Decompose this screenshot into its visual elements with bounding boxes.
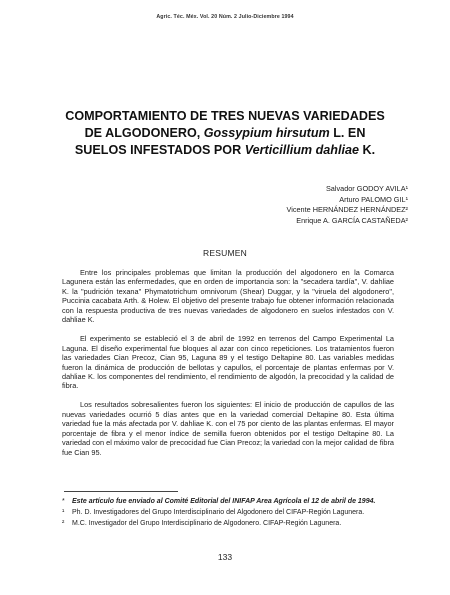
footnote-divider <box>64 491 178 492</box>
abstract-heading: RESUMEN <box>203 248 247 258</box>
footnote-text: Este artículo fue enviado al Comité Editorial del INIFAP Area Agrícola el 12 de abril de 1994. <box>72 498 376 505</box>
author: Vicente HERNÁNDEZ HERNÁNDEZ² <box>286 205 408 214</box>
article-title <box>58 108 392 159</box>
abstract-body <box>62 268 394 467</box>
footnote-mark: * <box>62 498 65 505</box>
author: Salvador GODOY AVILA¹ <box>325 184 408 193</box>
footnotes <box>62 496 398 530</box>
title-text-part3: K. <box>359 143 376 157</box>
footnote-affiliation-2 <box>62 518 398 529</box>
title-text-part1: COMPORTAMIENTO DE TRES NUEVAS VARIEDADES DE ALGODONERO, <box>65 109 385 140</box>
title-text-part2: L. EN SUELOS INFESTADOS POR <box>74 126 366 157</box>
author: Enrique A. GARCÍA CASTAÑEDA² <box>296 215 408 225</box>
abstract-paragraph: El experimento se estableció el 3 de abril de 1992 en terrenos del Campo Experimental La Laguna. El diseño experimental fue bloques al azar con cinco repeticiones. Los tratamientos fueron las variedades Cian Precoz, Cian 95, Laguna 89 y el testigo Deltapine 80. Las variables medidas fueron la dinámica de producción de bellotas y capullos, el porcentaje de plantas enfermas por V. dahliae K. los componentes del rendimiento, el rendimiento de algodón, la precocidad y la calidad de fibra. <box>62 334 394 391</box>
abstract-paragraph: Entre los principales problemas que limitan la producción del algodonero en la Comarca Lagunera están las enfermedades, que en orden de importancia son: la "secadera tardía", V. dahliae K. la "pudrición texana" Phymatotrichum omnivorum (Shear) Duggar, y la "viruela del algodonero", Puccinia cacabata Arth. & Holew. El objetivo del presente trabajo fue obtener información relacionada con la respuesta productiva de tres nuevas variedades de algodonero en suelos infestados con V. dahliae K. <box>62 268 394 325</box>
author: Arturo PALOMO GIL¹ <box>339 194 408 204</box>
footnote-mark: ¹ <box>62 509 65 517</box>
footnote-text: Ph. D. Investigadores del Grupo Interdisciplinario del Algodonero del CIFAP-Región Lagunera. <box>72 509 365 517</box>
abstract-paragraph: Los resultados sobresalientes fueron los siguientes: El inicio de producción de capullos de las nuevas variedades ocurrió 5 días antes que en la variedad comercial Deltapine 80. Esta última variedad fue la más afectada por V. dahliae K. con el 75 por ciento de las plantas enfermas. El mayor porcentaje de fibra y el menor índice de semilla fueron obtenidos por el testigo Deltapine 80. La variedad con el máximo valor de precocidad fue Cian Precoz; la variedad con la mejor calidad de fibra fue Cian 95. <box>62 400 394 457</box>
title-pathogen-name: Verticillium dahliae <box>244 143 360 157</box>
title-species-name: Gossypium hirsutum <box>203 126 330 140</box>
journal-header: Agric. Téc. Méx. Vol. 20 Núm. 2 Julio-Diciembre 1994 <box>156 14 294 20</box>
footnote-submission <box>62 496 398 507</box>
footnote-mark: ² <box>62 520 65 528</box>
footnote-affiliation-1 <box>62 507 398 518</box>
author-list <box>168 184 408 226</box>
footnote-text: M.C. Investigador del Grupo Interdisciplinario de Algodonero. CIFAP-Región Lagunera. <box>72 520 342 528</box>
page-number: 133 <box>217 552 233 562</box>
